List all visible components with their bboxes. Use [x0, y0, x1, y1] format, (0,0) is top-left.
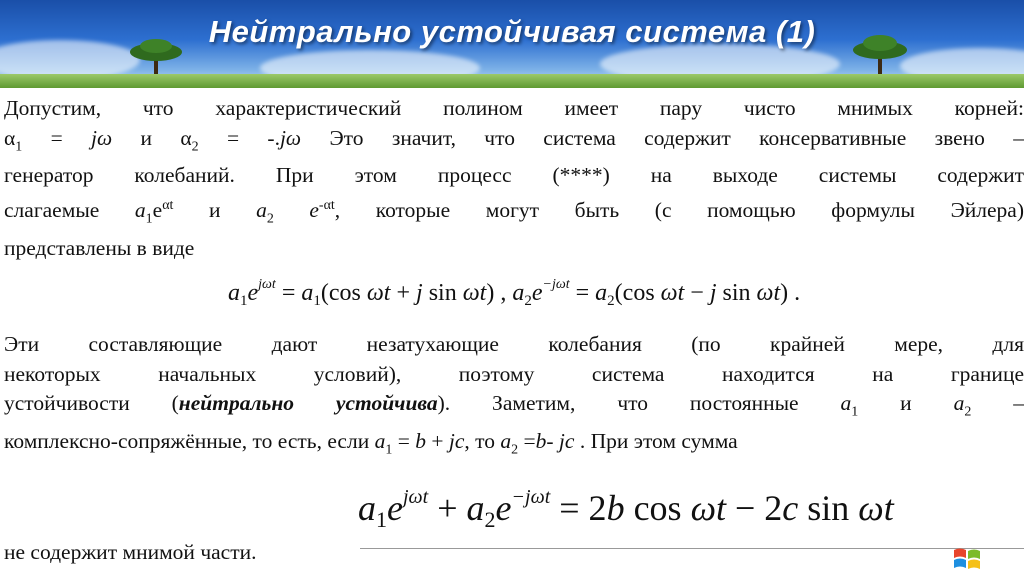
text-span: устойчивости (: [4, 391, 179, 415]
text-line: [4, 538, 1024, 568]
math-var: b- jc: [535, 428, 575, 453]
math-var: a: [953, 391, 965, 415]
alpha-symbol: α: [4, 125, 16, 150]
text-line: [4, 427, 1024, 465]
math-var: jω: [279, 125, 302, 150]
paragraph-conclusion: [4, 538, 1024, 568]
euler-formula: [228, 268, 988, 312]
subscript: 2: [964, 404, 972, 420]
text-span: +: [425, 428, 449, 453]
text-span: , которые могут быть (с помощью формулы Эйлера): [334, 197, 1024, 222]
formula-text: $a_1e^{j\omega t} = a_1(\cos$ ωt + j sin ωt) , $a_2e^{-j\omega t} = a_2(\cos$ ωt − j sin ωt) .: [228, 277, 801, 309]
text-span: слагаемые: [4, 197, 135, 222]
math-var: jω: [91, 125, 113, 150]
text-line: [4, 124, 1024, 162]
formula-text: $a1e^{j\omega t} + a2e^{-j\omega t} = 2b$ cos ωt − 2c sin ωt: [358, 486, 894, 532]
subscript: 2: [266, 211, 274, 227]
text-span: генератор колебаний. При этом процесс (****) на выходе системы содержит: [4, 163, 1024, 188]
windows-logo-icon: [950, 546, 986, 572]
text-line: [4, 161, 1024, 191]
math-var: e: [273, 197, 319, 222]
text-span: . При этом сумма: [574, 428, 738, 453]
subscript: 1: [385, 442, 393, 458]
math-var: b: [415, 428, 426, 453]
math-var: a: [500, 428, 512, 453]
text-span: =: [22, 125, 92, 150]
math-var: jc: [448, 428, 465, 453]
text-span: = -.: [198, 125, 280, 150]
footer-divider: [360, 548, 1024, 549]
paragraph-intro: [4, 94, 1024, 263]
text-span: не содержит мнимой части.: [4, 540, 257, 564]
slide-title: Нейтрально устойчивая система (1): [208, 14, 816, 49]
math-var: a: [840, 391, 852, 415]
superscript: -αt: [318, 197, 335, 213]
text-line: [4, 360, 1024, 390]
paragraph-explanation: [4, 330, 1024, 465]
text-span: =: [392, 428, 416, 453]
text-line: [4, 234, 1024, 264]
text-span: =: [518, 428, 536, 453]
emphasis-term: нейтрально устойчива: [178, 391, 438, 415]
text-line: [4, 389, 1024, 427]
grass-strip: [0, 74, 1024, 88]
subscript: 2: [191, 138, 199, 154]
sum-formula: [358, 474, 998, 538]
subscript: 1: [15, 138, 23, 154]
subscript: 1: [145, 211, 153, 227]
text-span: Эти составляющие дают незатухающие колебания (по крайней мере, для: [4, 332, 1024, 356]
math-var: a: [256, 197, 267, 222]
text-span: комплексно-сопряжённые, то есть, если: [4, 428, 375, 453]
subscript: 1: [851, 404, 859, 420]
subscript: 2: [511, 442, 519, 458]
text-span: Допустим, что характеристический полином имеет пару чисто мнимых корней:: [4, 96, 1024, 120]
text-span: и: [173, 197, 257, 222]
text-span: некоторых начальных условий), поэтому система находится на границе: [4, 361, 1024, 386]
text-span: –: [971, 391, 1024, 415]
text-line: [4, 94, 1024, 124]
math-var: e: [152, 197, 163, 222]
superscript: αt: [162, 197, 174, 213]
text-span: Это значит, что система содержит консервативные звено –: [301, 125, 1024, 150]
slide-header: [0, 0, 1024, 88]
text-span: , то: [464, 428, 501, 453]
text-span: и: [858, 391, 954, 415]
text-span: и α: [112, 125, 192, 150]
text-line: [4, 191, 1024, 234]
math-var: a: [374, 428, 386, 453]
text-span: ). Заметим, что постоянные: [437, 391, 841, 415]
text-span: представлены в виде: [4, 235, 195, 260]
math-var: a: [134, 197, 146, 222]
text-line: [4, 330, 1024, 360]
